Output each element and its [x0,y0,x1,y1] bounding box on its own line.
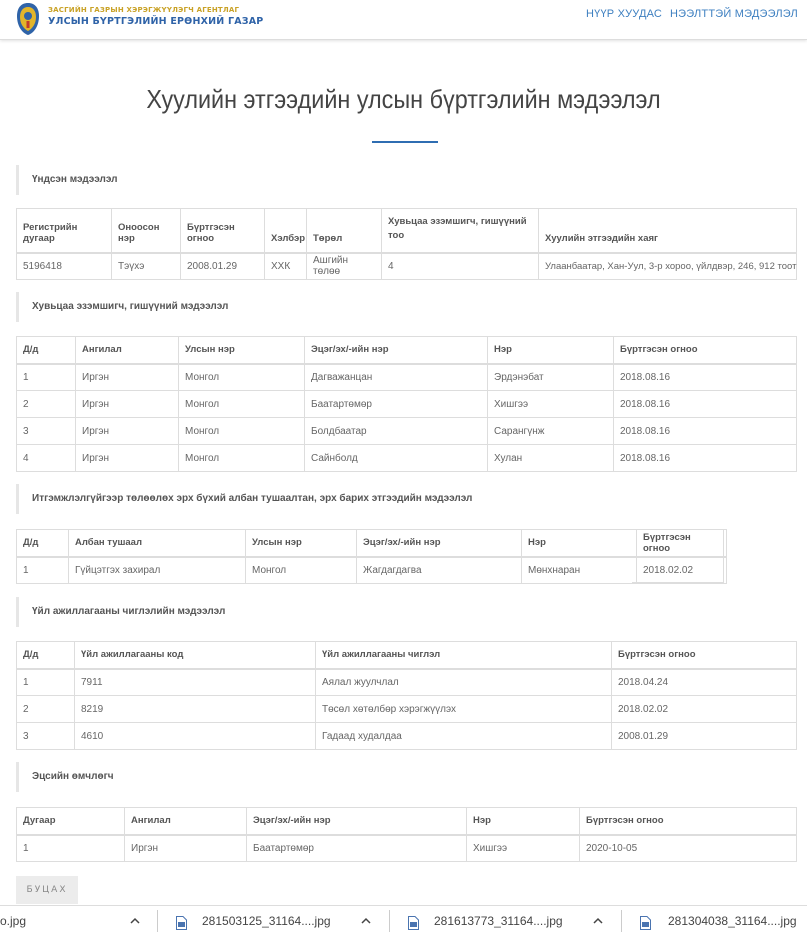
download-filename: 281503125_31164....jpg [202,914,331,928]
table-cell: Монгол [179,391,305,418]
table-cell: Иргэн [76,445,179,472]
table-cell: Монгол [246,557,357,584]
page-title: Хуулийн этгээдийн улсын бүртгэлийн мэдээлэл [146,84,661,114]
table-row [17,253,797,280]
table-cell: ХХК [265,253,307,280]
column-header: Хуулийн этгээдийн хаяг [539,209,797,253]
table-cell: Баатартөмөр [247,835,467,862]
table-cell: Хишгээ [488,391,614,418]
table-cell: 4 [382,253,539,280]
activities-table [16,641,797,750]
download-bar [0,905,807,932]
nav-open-info-link[interactable]: НЭЭЛТТЭЙ МЭДЭЭЛЭЛ [670,8,798,20]
title-divider [372,141,438,143]
table-row [17,445,797,472]
column-header: Д/д [17,642,75,669]
table-cell: Мөнхнаран [522,557,637,584]
column-header: Ангилал [76,337,179,364]
table-cell: Иргэн [125,835,247,862]
table-cell: Монгол [179,445,305,472]
column-header: Төрөл [307,209,382,253]
table-cell: 5196418 [17,253,112,280]
table-cell: Монгол [179,418,305,445]
table-cell: 2 [17,391,76,418]
table-cell: 7911 [75,669,316,696]
table-cell: 2018.02.02 [637,557,727,584]
table-cell: Хишгээ [467,835,580,862]
chevron-up-icon[interactable] [592,915,604,927]
file-icon [640,916,651,930]
officials-table [16,529,727,584]
table-cell: 8219 [75,696,316,723]
column-header: Улсын нэр [179,337,305,364]
column-header: Бүртгэсэн огноо [637,530,727,557]
table-cell: Гүйцэтгэх захирал [69,557,246,584]
table-header-row [17,530,727,557]
section-heading-basic: Үндсэн мэдээлэл [16,165,118,195]
table-cell: 4610 [75,723,316,750]
table-cell: 2 [17,696,75,723]
column-header: Хувьцаа эзэмшигч, гишүүний тоо [382,209,539,253]
org-name-line1: ЗАСГИЙН ГАЗРЫН ХЭРЭГЖҮҮЛЭГЧ АГЕНТЛАГ [48,6,240,14]
column-header: Нэр [467,808,580,835]
top-bar [0,0,807,40]
table-cell: 4 [17,445,76,472]
mongolia-emblem-logo[interactable] [16,2,40,36]
column-header: Ангилал [125,808,247,835]
table-cell: Иргэн [76,391,179,418]
nav-home-link[interactable]: НҮҮР ХУУДАС [586,8,663,20]
basic-info-table [16,208,797,280]
table-row [17,557,727,584]
table-cell: Эрдэнэбат [488,364,614,391]
back-button[interactable]: БУЦАХ [16,876,78,904]
column-header: Улсын нэр [246,530,357,557]
column-header: Үйл ажиллагааны код [75,642,316,669]
table-row [17,364,797,391]
column-header: Д/д [17,530,69,557]
table-row [17,696,797,723]
table-cell: 1 [17,557,69,584]
beneficial-owner-table [16,807,797,862]
column-header: Д/д [17,337,76,364]
download-item[interactable] [390,906,622,932]
column-header: Нэр [522,530,637,557]
table-cell: Гадаад худалдаа [316,723,612,750]
download-item[interactable] [0,906,158,932]
column-header: Эцэг/эх/-ийн нэр [357,530,522,557]
column-header: Бүртгэсэн огноо [612,642,797,669]
download-filename: 281304038_31164....jpg [668,914,797,928]
table-cell: Иргэн [76,418,179,445]
column-header: Оноосон нэр [112,209,181,253]
column-header: Эцэг/эх/-ийн нэр [305,337,488,364]
chevron-up-icon[interactable] [129,915,141,927]
download-filename: 281613773_31164....jpg [434,914,563,928]
column-header: Бүртгэсэн огноо [181,209,265,253]
column-header: Нэр [488,337,614,364]
table-cell: 2008.01.29 [612,723,797,750]
table-cell: 1 [17,835,125,862]
file-icon [176,916,187,930]
table-cell: 3 [17,418,76,445]
table-cell: Жагдагдагва [357,557,522,584]
table-cell: 3 [17,723,75,750]
table-header-row [17,808,797,835]
column-header: Хэлбэр [265,209,307,253]
table-cell: 2018.08.16 [614,418,797,445]
table-cell: Сарангүнж [488,418,614,445]
download-filename: о.jpg [0,914,27,928]
table-header-row [17,209,797,253]
table-cell: Монгол [179,364,305,391]
table-border-extension [632,529,724,583]
column-header: Эцэг/эх/-ийн нэр [247,808,467,835]
table-cell: 1 [17,364,76,391]
column-header: Бүртгэсэн огноо [614,337,797,364]
table-cell: Сайнболд [305,445,488,472]
column-header: Үйл ажиллагааны чиглэл [316,642,612,669]
table-cell: 2020-10-05 [580,835,797,862]
section-heading-beneficial-owner: Эцсийн өмчлөгч [16,762,114,792]
org-name-line2: УЛСЫН БҮРТГЭЛИЙН ЕРӨНХИЙ ГАЗАР [48,16,264,27]
column-header: Албан тушаал [69,530,246,557]
column-header: Регистрийн дугаар [17,209,112,253]
table-row [17,669,797,696]
download-item[interactable] [158,906,390,932]
section-heading-officials: Итгэмжлэлгүйгээр төлөөлөх эрх бүхий албан тушаалтан, эрх барих этгээдийн мэдээлэл [16,484,472,514]
org-name[interactable] [48,6,263,28]
table-cell: Тэүхэ [112,253,181,280]
table-cell: Баатартөмөр [305,391,488,418]
table-cell: Аялал жуулчлал [316,669,612,696]
table-cell: Хулан [488,445,614,472]
section-heading-shareholders: Хувьцаа эзэмшигч, гишүүний мэдээлэл [16,292,228,322]
table-cell: 2018.08.16 [614,445,797,472]
section-heading-activities: Үйл ажиллагааны чиглэлийн мэдээлэл [16,597,225,627]
table-cell: Дагважанцан [305,364,488,391]
table-cell: Ашгийн төлөө [307,253,382,280]
table-cell: 2018.08.16 [614,364,797,391]
table-row [17,418,797,445]
column-header: Дугаар [17,808,125,835]
table-cell: 2018.02.02 [612,696,797,723]
table-row [17,723,797,750]
table-cell: Улаанбаатар, Хан-Уул, 3-р хороо, үйлдвэр, 246, 912 тоот [539,253,797,280]
table-row [17,391,797,418]
table-row [17,835,797,862]
table-cell: Болдбаатар [305,418,488,445]
file-icon [408,916,419,930]
table-cell: Иргэн [76,364,179,391]
download-item[interactable] [622,906,807,932]
chevron-up-icon[interactable] [360,915,372,927]
table-cell: 2008.01.29 [181,253,265,280]
table-cell: 2018.04.24 [612,669,797,696]
table-cell: Төсөл хөтөлбөр хэрэгжүүлэх [316,696,612,723]
table-header-row [17,337,797,364]
table-cell: 1 [17,669,75,696]
table-cell: 2018.08.16 [614,391,797,418]
shareholders-table [16,336,797,472]
table-header-row [17,642,797,669]
column-header: Бүртгэсэн огноо [580,808,797,835]
